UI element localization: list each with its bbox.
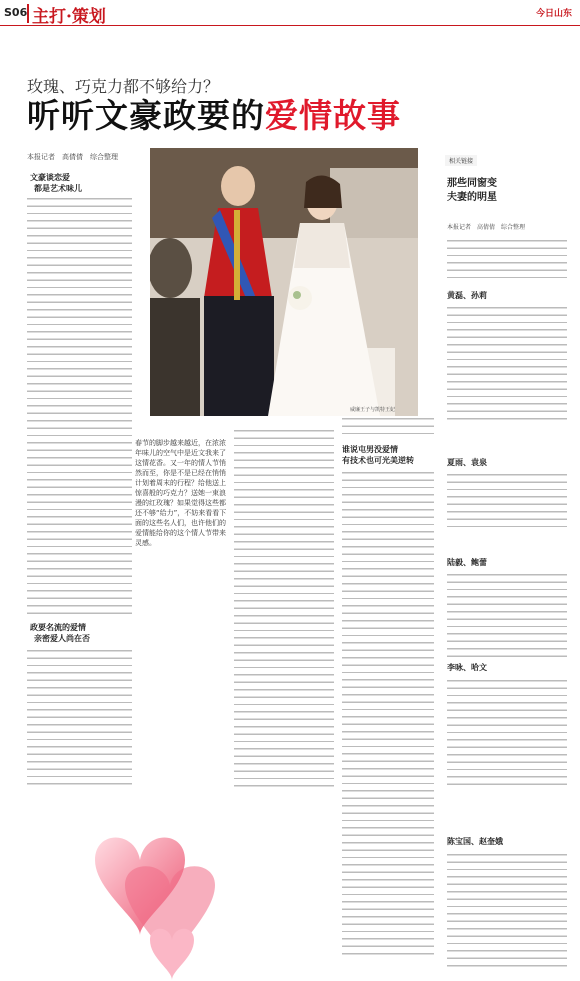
sidebar-name-2: 陆毅、鲍蕾 [447,558,487,567]
subhead-line-1: 文豪谈恋爱 [30,173,70,182]
sidebar-byline: 本报记者 高倩倩 综合整理 [447,224,526,231]
article-subtitle: 玫瑰、巧克力都不够给力？ [27,77,220,96]
body-column-left [27,196,132,614]
sidebar-title [447,177,497,205]
sidebar-title-line-2: 夫妻的明星 [447,192,497,203]
body-column-right-top [342,416,434,440]
sidebar-name-3: 李咏、哈文 [447,663,487,672]
sidebar-name-0: 黄磊、孙莉 [447,291,487,300]
body-column-middle [234,428,334,788]
sidebar-name-1: 夏雨、袁泉 [447,458,487,467]
subhead-line-2: 有技术也可光美逆转 [342,456,414,465]
sidebar-text-3 [447,678,567,788]
middle-subheading [342,444,414,466]
related-links-tag: 相关链接 [445,155,477,166]
page-number: S06 [4,6,28,19]
text-lines [447,678,567,788]
subhead-line-1: 谁说屯男没爱情 [342,445,398,454]
text-lines [27,196,132,614]
body-column-right [342,470,434,960]
section-heading-literary [30,172,82,194]
wedding-photo [150,148,418,416]
article-headline [27,90,401,137]
sidebar-text-0 [447,305,567,425]
text-lines [342,416,434,440]
sidebar-title-line-1: 那些同窗变 [447,178,497,189]
section-title: 主打·策划 [32,2,106,27]
text-lines [447,852,567,972]
sidebar-text-1 [447,472,567,532]
text-lines [447,238,567,278]
text-lines [447,472,567,532]
subhead-line-1: 政要名流的爱情 [30,623,86,632]
headline-part-2: 爱情故事 [265,96,401,135]
subhead-line-2: 亲密爱人尚在否 [34,634,90,643]
headline-part-1: 听听文豪政要的 [27,96,265,135]
text-lines [342,470,434,960]
photo-caption: 威廉王子与凯特王妃 [350,407,396,413]
page-header [0,0,580,26]
lead-quote: 春节的脚步越来越近，在浓浓年味儿的空气中是近文我来了这情花香。又一年的情人节悄然而至，你是不是已经在悄悄计划着周末的行程？给他送上惊喜般的巧克力？送她一束浪漫的红玫瑰？如果觉得这些都还不够“给力”，不妨来看看下面的这些名人们，也许他们的爱情能给你的这个情人节带来灵感。 [135,439,227,547]
sidebar-text-4 [447,852,567,972]
text-lines [27,648,132,788]
brand-logo: 今日山东 [535,9,572,19]
subhead-line-2: 都是艺术味儿 [34,184,82,193]
text-lines [234,428,334,788]
section-heading-politicians [30,622,90,644]
body-column-left-2 [27,648,132,788]
sidebar-intro [447,238,567,278]
sidebar-name-4: 陈宝国、赵奎娥 [447,837,503,846]
hearts-illustration [0,790,300,981]
text-lines [447,305,567,425]
article-byline: 本报记者 高倩倩 综合整理 [27,153,118,161]
text-lines [447,572,567,657]
sidebar-text-2 [447,572,567,657]
